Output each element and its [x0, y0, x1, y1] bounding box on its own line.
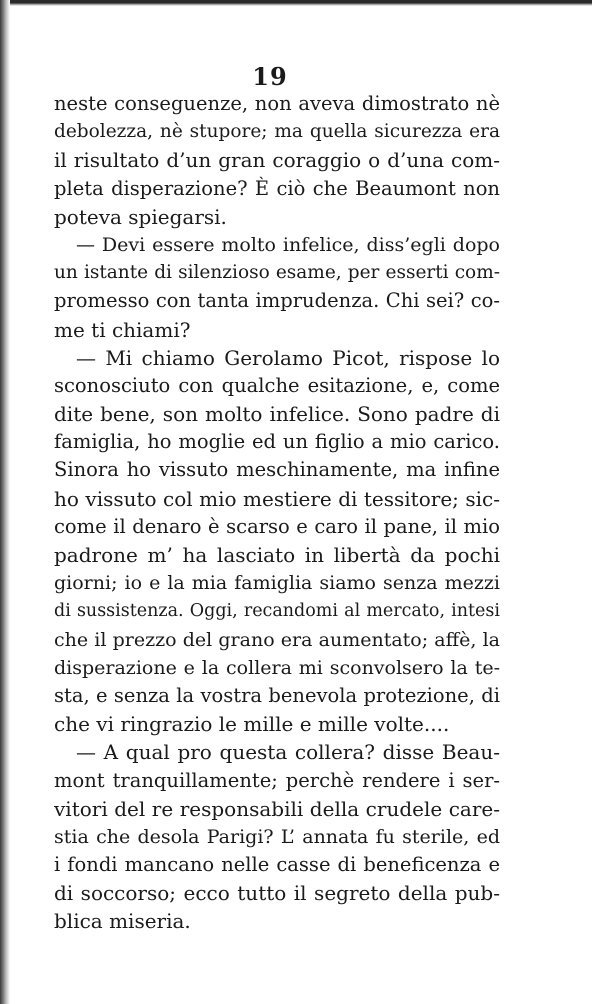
text-line: promesso con tanta imprudenza. Chi sei? co- [54, 289, 500, 313]
text-line: Sinora ho vissuto meschinamente, ma infine [54, 458, 500, 482]
text-line: i fondi mancano nelle casse di beneficenza e [54, 853, 500, 877]
text-line: di soccorso; ecco tutto il segreto della pub- [54, 881, 500, 906]
text-line: poteva spiegarsi. [54, 204, 227, 229]
body-text [54, 90, 500, 936]
page-top-edge [0, 0, 592, 6]
text-line: dite bene, son molto infelice. Sono padre di [54, 402, 500, 427]
text-line: neste conseguenze, non aveva dimostrato nè [54, 92, 500, 115]
text-line: come il denaro è scarso e caro il pane, il mio [54, 514, 500, 538]
text-line: stia che desola Parigi? L’ annata fu sterile, ed [54, 825, 500, 848]
text-line: — A qual pro questa collera? disse Beau- [76, 740, 500, 765]
text-line: pleta disperazione? È ciò che Beaumont non [54, 176, 500, 200]
text-line: blica miseria. [54, 909, 191, 934]
text-line: mont tranquillamente; perchè rendere i ser- [54, 768, 500, 792]
text-line: me ti chiami? [54, 317, 191, 342]
text-line: che vi ringrazio le mille e mille volte.... [54, 712, 450, 737]
text-line: debolezza, nè stupore; ma quella sicurezza era [54, 121, 500, 143]
text-line: famiglia, ho moglie ed un figlio a mio carico. [54, 430, 500, 454]
text-line: sconosciuto con qualche esitazione, e, come [54, 373, 500, 397]
text-line: sta, e senza la vostra benevola protezione, di [54, 683, 500, 707]
text-line: — Devi essere molto infelice, diss’egli dopo [76, 233, 500, 256]
page-number: 19 [252, 62, 288, 91]
text-line: un istante di silenzioso esame, per esserti com- [54, 262, 500, 284]
text-line: vitori del re responsabili della crudele care- [54, 796, 500, 821]
text-line: padrone m’ ha lasciato in libertà da pochi [54, 543, 500, 567]
text-line: disperazione e la collera mi sconvolsero la te- [54, 656, 500, 679]
text-line: di sussistenza. Oggi, recandomi al mercato, intesi [54, 601, 500, 622]
page-binding-edge [0, 0, 10, 1004]
text-line: ho vissuto col mio mestiere di tessitore; sic- [54, 486, 500, 511]
text-line: che il prezzo del grano era aumentato; affè, la [54, 628, 500, 651]
text-line: — Mi chiamo Gerolamo Picot, rispose lo [76, 345, 500, 370]
text-line: il risultato d’un gran coraggio o d’una com- [54, 148, 500, 173]
text-line: giorni; io e la mia famiglia siamo senza mezzi [54, 572, 500, 595]
